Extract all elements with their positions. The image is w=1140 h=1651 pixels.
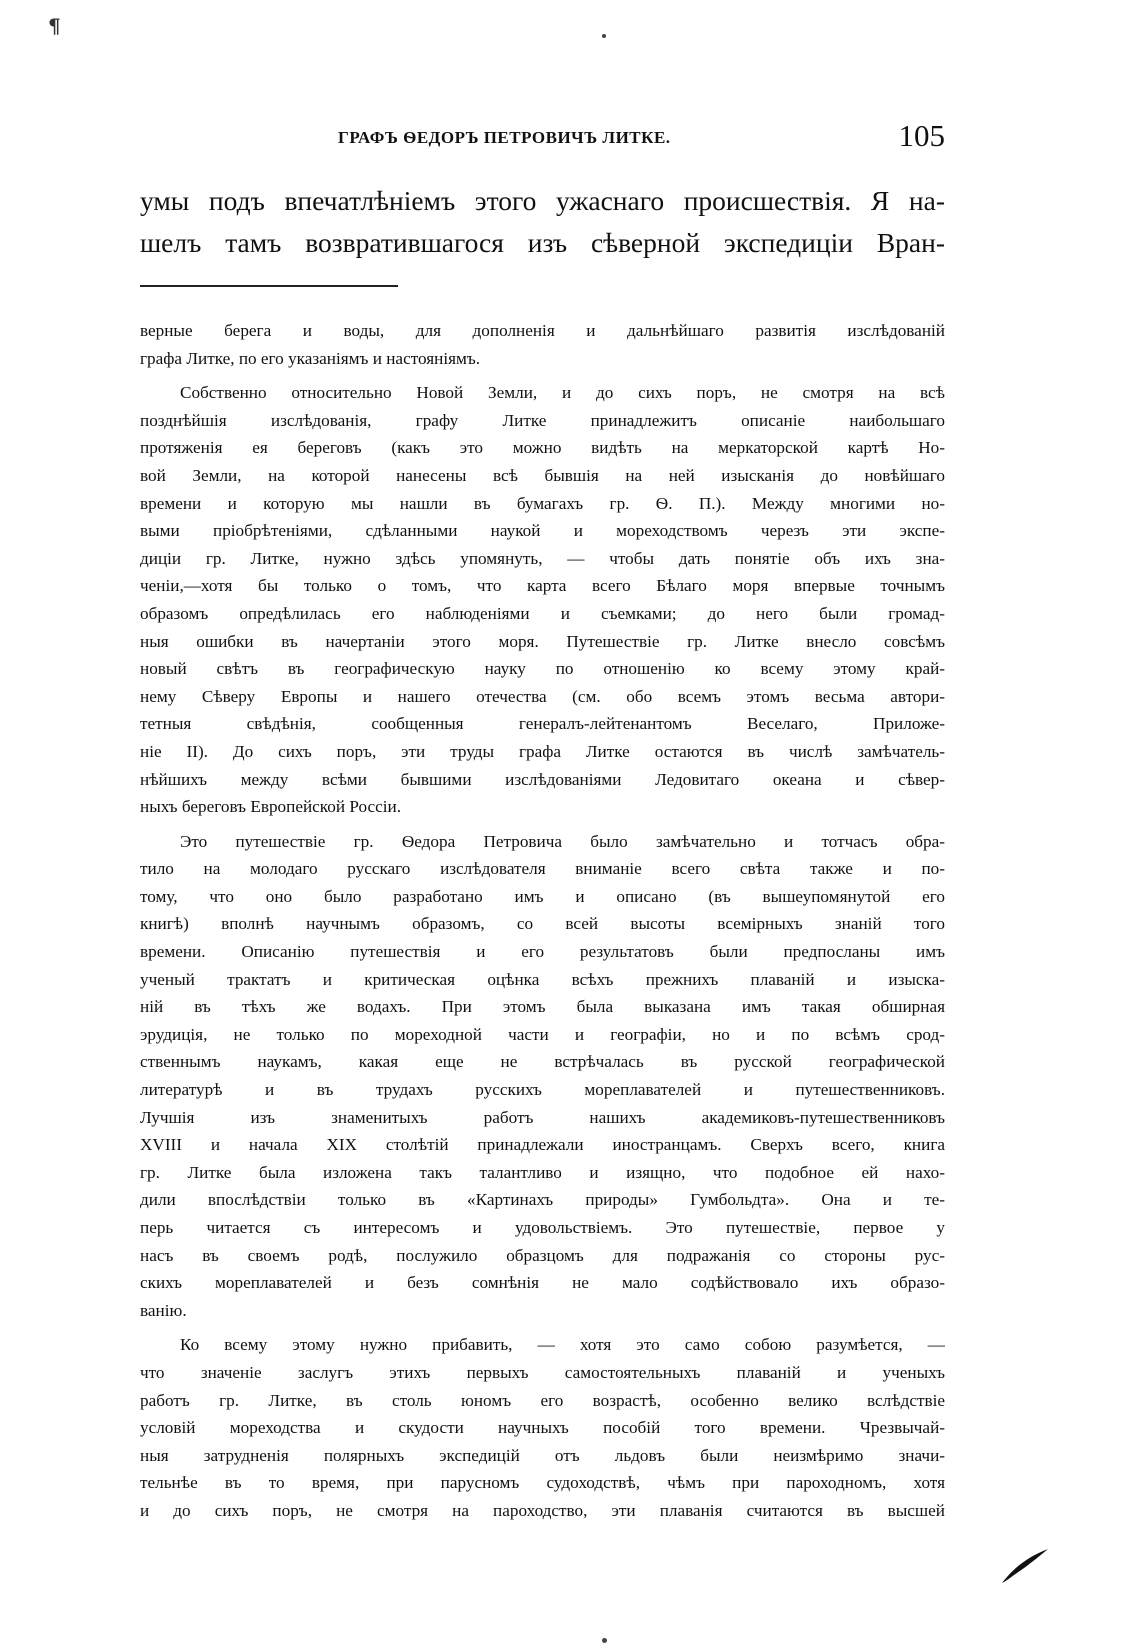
footnote-line: перь читается съ интересомъ и удовольствіемъ. Это путешествіе, первое у — [140, 1218, 945, 1237]
footnote-line: скихъ мореплавателей и безъ сомнѣнія не мало содѣйствовало ихъ образо- — [140, 1273, 945, 1293]
footnote-line: Лучшія изъ знаменитыхъ работъ нашихъ академиковъ-путешественниковъ — [140, 1107, 945, 1127]
footnote-line: условій мореходства и скудости научныхъ пособій того времени. Чрезвычай- — [140, 1418, 945, 1438]
footnote-line: работъ гр. Литке, въ столь юномъ его возрастѣ, особенно велико вслѣдствіе — [140, 1390, 945, 1410]
footnote-line: и до сихъ поръ, не смотря на пароходство, эти плаванія считаются въ высшей — [140, 1500, 945, 1520]
footnote-line: графа Литке, по его указаніямъ и настояніямъ. — [140, 348, 481, 368]
speck-bottom — [602, 1638, 607, 1643]
footnote-line: Ко всему этому нужно прибавить, — хотя это само собою разумѣется, — — [180, 1335, 945, 1355]
footnote-line: Это путешествіе гр. Ѳедора Петровича было замѣчательно и тотчасъ обра- — [180, 831, 945, 851]
footnote-line: тому, что оно было разработано имъ и описано (въ вышеупомянутой его — [140, 886, 945, 906]
footnote-line: ченіи,—хотя бы только о томъ, что карта всего Бѣлаго моря впервые точнымъ — [140, 576, 945, 596]
footnote-line: эрудиція, не только по мореходной части и географіи, но и по всѣмъ срод- — [140, 1024, 945, 1044]
footnote-rule — [140, 285, 398, 287]
footnote-line: времени и которую мы нашли въ бумагахъ гр. Ѳ. П.). Между многими но- — [140, 493, 945, 513]
footnote-line: литературѣ и въ трудахъ русскихъ мореплавателей и путешественниковъ. — [140, 1080, 945, 1100]
main-text-line: шелъ тамъ возвратившагося изъ сѣверной экспедиціи Вран- — [140, 227, 945, 258]
footnote-line: что значеніе заслугъ этихъ первыхъ самостоятельныхъ плаваній и ученыхъ — [140, 1362, 945, 1382]
footnote-paragraph — [140, 317, 945, 372]
footnote-line: ніе II). До сихъ поръ, эти труды графа Литке остаются въ числѣ замѣчатель- — [140, 741, 945, 761]
footnote-line: тило на молодаго русскаго изслѣдователя вниманіе всего свѣта также и по- — [140, 859, 945, 879]
footnote-line: новый свѣтъ въ географическую науку по отношенію ко всему этому край- — [140, 659, 945, 679]
footnote-line: ученый трактатъ и критическая оцѣнка всѣхъ прежнихъ плаваній и изыска- — [140, 969, 945, 989]
footnote-line: ственнымъ наукамъ, какая еще не встрѣчалась въ русской географической — [140, 1052, 945, 1072]
footnote-line: тетныя свѣдѣнія, сообщенныя генералъ-лейтенантомъ Веселаго, Приложе- — [140, 714, 945, 734]
footnote-line: XVIII и начала XIX столѣтій принадлежали иностранцамъ. Сверхъ всего, книга — [140, 1135, 945, 1155]
footnote-line: ныхъ береговъ Европейской Россіи. — [140, 797, 402, 817]
corner-mark: ¶ — [48, 14, 60, 38]
footnote-line: гр. Литке была изложена такъ талантливо и изящно, что подобное ей нахо- — [140, 1162, 945, 1182]
footnote-paragraph — [140, 1331, 945, 1524]
footnote-line: образомъ опредѣлилась его наблюденіями и съемками; до него были громад- — [140, 603, 945, 623]
footnote-line: ній въ тѣхъ же водахъ. При этомъ была выказана имъ такая обширная — [140, 997, 945, 1017]
page-number: 105 — [898, 118, 945, 153]
footnote-line: дили впослѣдствіи только въ «Картинахъ природы» Гумбольдта». Она и те- — [140, 1190, 945, 1210]
footnote-line: ныя затрудненія полярныхъ экспедицій отъ льдовъ были неизмѣримо значи- — [140, 1445, 945, 1465]
footnote-line: ныя ошибки въ начертаніи этого моря. Путешествіе гр. Литке внесло совсѣмъ — [140, 631, 945, 651]
ink-stroke-icon — [1000, 1545, 1050, 1585]
footnote-line: времени. Описанію путешествія и его результатовъ были предпосланы имъ — [140, 942, 945, 962]
footnote-line: Собственно относительно Новой Земли, и до сихъ поръ, не смотря на всѣ — [180, 383, 945, 403]
footnote-line: выми пріобрѣтеніями, сдѣланными наукой и мореходствомъ черезъ эти экспе- — [140, 521, 945, 541]
footnote-line: ванію. — [140, 1300, 187, 1320]
footnote-paragraph — [140, 828, 945, 1325]
main-text — [140, 180, 945, 264]
footnote-line: позднѣйшія изслѣдованія, графу Литке принадлежитъ описаніе наибольшаго — [140, 410, 945, 430]
main-text-line: умы подъ впечатлѣніемъ этого ужаснаго происшествія. Я на- — [140, 185, 945, 216]
speck-top — [602, 34, 606, 38]
page-header — [140, 118, 945, 158]
footnote-line: книгѣ) вполнѣ научнымъ образомъ, со всей высоты всемірныхъ знаній того — [140, 914, 945, 934]
footnote-line: нему Сѣверу Европы и нашего отечества (см. обо всемъ этомъ весьма автори- — [140, 686, 945, 706]
footnote-line: протяженія ея береговъ (какъ это можно видѣть на меркаторской картѣ Но- — [140, 438, 945, 458]
footnote-line: верные берега и воды, для дополненія и дальнѣйшаго развитія изслѣдованій — [140, 321, 945, 340]
running-title: ГРАФЪ ѲЕДОРЪ ПЕТРОВИЧЪ ЛИТКЕ. — [338, 128, 671, 147]
footnote-line: нѣйшихъ между всѣми бывшими изслѣдованіями Ледовитаго океана и сѣвер- — [140, 769, 945, 789]
footnote-paragraph — [140, 379, 945, 821]
footnote-line: вой Земли, на которой нанесены всѣ бывшія на ней изысканія до новѣйшаго — [140, 465, 945, 485]
footnote-line: тельнѣе въ то время, при парусномъ судоходствѣ, чѣмъ при пароходномъ, хотя — [140, 1473, 945, 1493]
footnotes — [140, 317, 945, 1532]
footnote-line: насъ въ своемъ родѣ, послужило образцомъ для подражанія со стороны рус- — [140, 1245, 945, 1265]
footnote-line: диціи гр. Литке, нужно здѣсь упомянуть, — чтобы дать понятіе объ ихъ зна- — [140, 548, 945, 568]
